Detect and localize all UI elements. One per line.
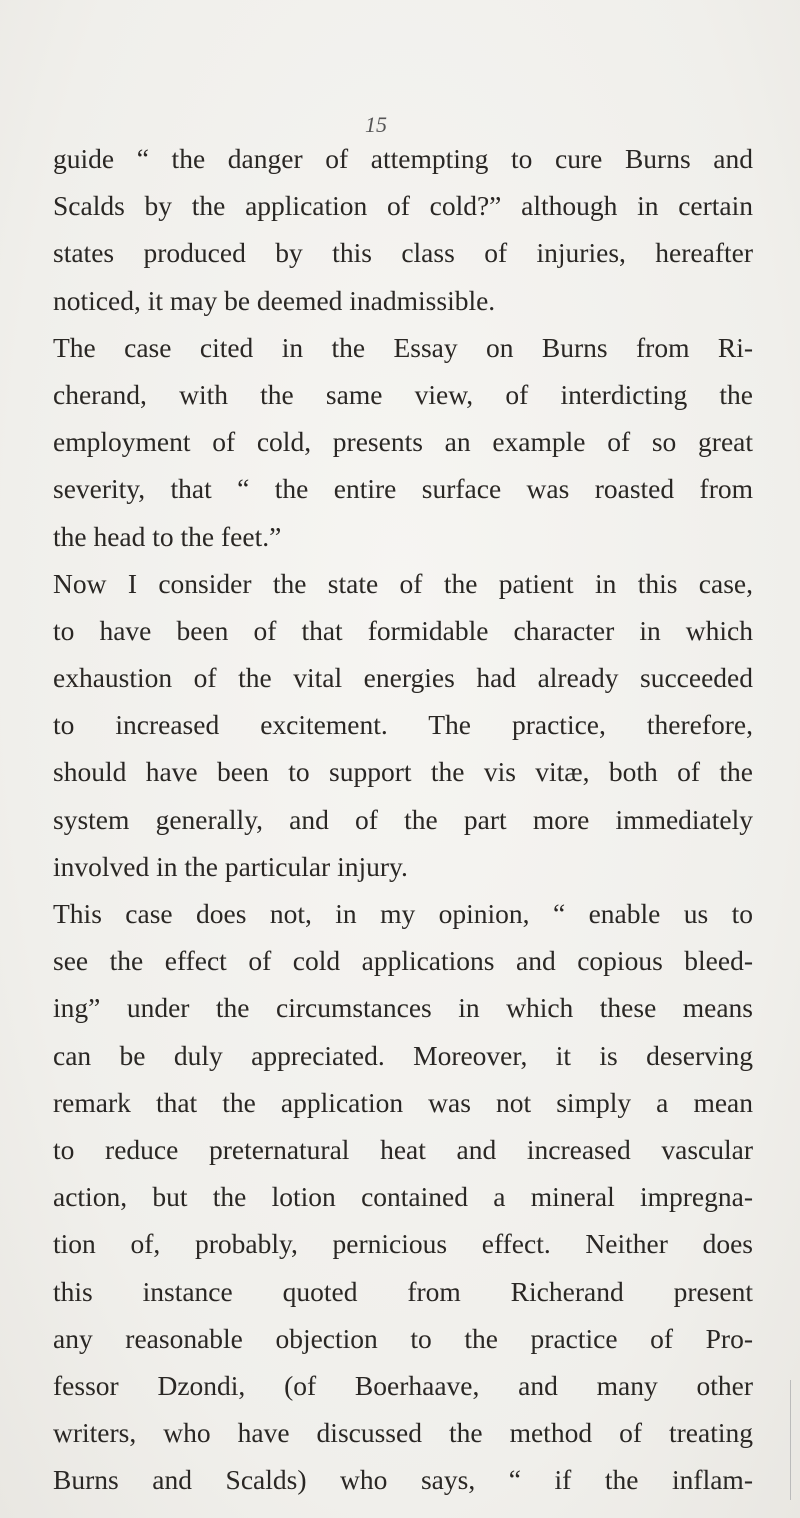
text-line: remark that the application was not simply a mean [53, 1086, 753, 1118]
text-line: system generally, and of the part more immediately [53, 803, 753, 835]
page-number: 15 [365, 112, 387, 137]
text-line: ing” under the circumstances in which these means [53, 992, 753, 1024]
text-line: The case cited in the Essay on Burns from Ri- [53, 331, 753, 363]
text-line: Now I consider the state of the patient in this case, [53, 567, 753, 599]
text-line: action, but the lotion contained a mineral impregna- [53, 1181, 753, 1213]
text-line: involved in the particular injury. [53, 850, 408, 882]
text-line: tion of, probably, pernicious effect. Neither does [53, 1228, 753, 1260]
text-line: fessor Dzondi, (of Boerhaave, and many other [53, 1369, 753, 1401]
text-line: cherand, with the same view, of interdicting the [53, 378, 753, 410]
text-line: any reasonable objection to the practice of Pro- [53, 1322, 753, 1354]
text-line: see the effect of cold applications and copious bleed- [53, 945, 753, 977]
text-line: This case does not, in my opinion, “ enable us to [53, 898, 753, 929]
text-line: to have been of that formidable character in which [53, 614, 753, 646]
text-line: the head to the feet.” [53, 520, 282, 552]
text-line: Scalds by the application of cold?” although in certain [53, 190, 753, 222]
text-line: should have been to support the vis vitæ, both of the [53, 756, 753, 788]
text-line: employment of cold, presents an example of so great [53, 426, 753, 458]
text-line: to reduce preternatural heat and increased vascular [53, 1133, 753, 1165]
text-line: Burns and Scalds) who says, “ if the inflam- [53, 1464, 753, 1496]
text-line: states produced by this class of injuries, hereafter [53, 237, 753, 269]
body-text [53, 135, 753, 1503]
text-line: exhaustion of the vital energies had already succeeded [53, 662, 753, 694]
text-line: this instance quoted from Richerand present [53, 1275, 753, 1307]
text-line: guide “ the danger of attempting to cure Burns and [53, 143, 753, 174]
text-line: noticed, it may be deemed inadmissible. [53, 284, 496, 316]
text-line: to increased excitement. The practice, therefore, [53, 709, 753, 741]
text-line: severity, that “ the entire surface was roasted from [53, 473, 753, 505]
page-edge-mark [790, 1380, 791, 1500]
text-line: can be duly appreciated. Moreover, it is deserving [53, 1039, 753, 1071]
text-line: writers, who have discussed the method of treating [53, 1417, 753, 1449]
